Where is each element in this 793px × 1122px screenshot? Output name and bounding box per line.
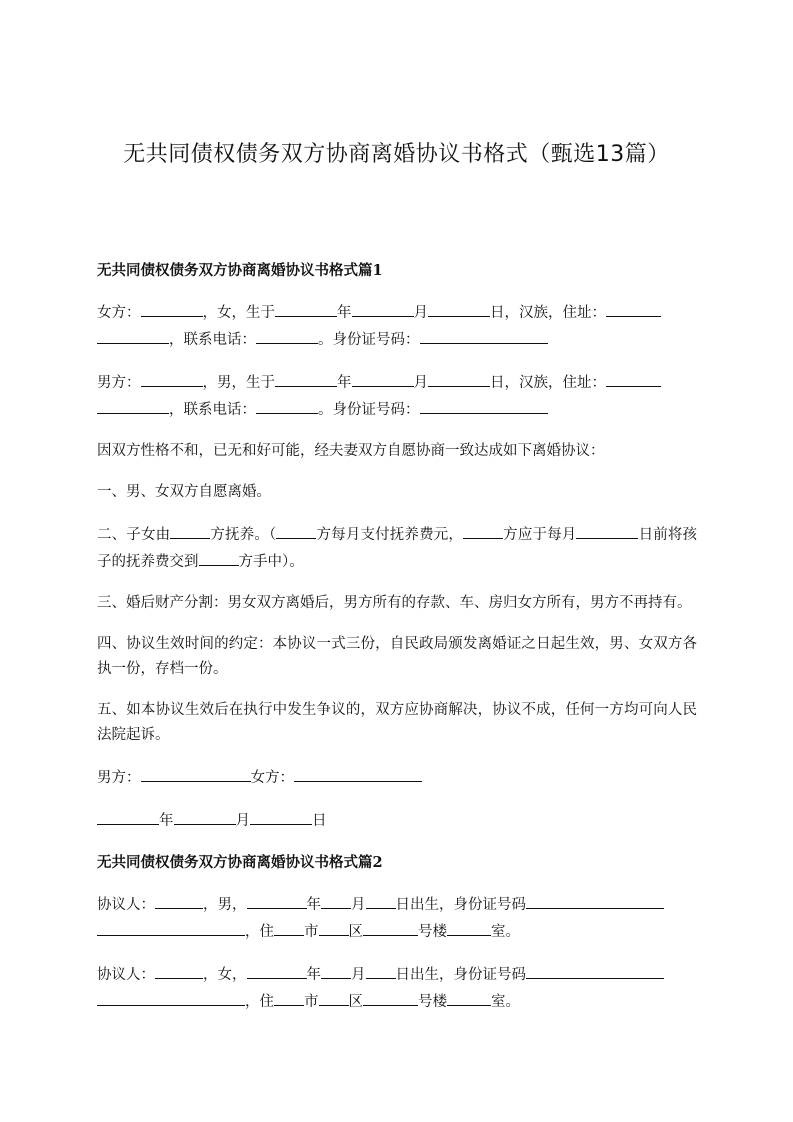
blank xyxy=(199,548,239,566)
blank xyxy=(576,521,638,539)
blank xyxy=(247,961,307,979)
blank xyxy=(276,521,316,539)
blank xyxy=(275,369,337,387)
blank xyxy=(321,961,351,979)
section-heading-1: 无共同债权债务双方协商离婚协议书格式篇1 xyxy=(97,262,383,279)
blank xyxy=(275,299,337,317)
blank xyxy=(363,988,418,1006)
signature-blank xyxy=(294,764,422,782)
blank xyxy=(366,891,396,909)
blank xyxy=(319,988,349,1006)
address-blank xyxy=(97,396,169,414)
address-blank xyxy=(97,326,169,344)
blank xyxy=(352,299,414,317)
signature-blank xyxy=(141,764,251,782)
blank xyxy=(321,891,351,909)
blank xyxy=(363,918,418,936)
phone-blank xyxy=(256,326,318,344)
section-heading-2: 无共同债权债务双方协商离婚协议书格式篇2 xyxy=(97,854,383,871)
address-blank xyxy=(606,299,661,317)
name-blank xyxy=(141,299,203,317)
blank xyxy=(247,891,307,909)
blank xyxy=(155,961,203,979)
id-blank xyxy=(526,961,664,979)
id-blank xyxy=(97,918,245,936)
clause-4: 四、协议生效时间的约定：本协议一式三份，自民政局颁发离婚证之日起生效，男、女双方各执一份，存档一份。 xyxy=(97,636,697,677)
id-blank xyxy=(97,988,245,1006)
clause-1: 一、男、女双方自愿离婚。 xyxy=(97,484,271,500)
date-line: 年 月 日 xyxy=(97,807,697,834)
male-info-paragraph: 男方： ，男，生于 年 月 日，汉族，住址： ，联系电话： 。身份证号码： xyxy=(97,369,697,423)
blank xyxy=(155,891,203,909)
blank xyxy=(428,299,490,317)
blank xyxy=(428,369,490,387)
name-blank xyxy=(141,369,203,387)
blank xyxy=(274,918,304,936)
phone-blank xyxy=(256,396,318,414)
intro-paragraph: 因双方性格不和，已无和好可能，经夫妻双方自愿协商一致达成如下离婚协议： xyxy=(97,443,605,459)
blank xyxy=(447,988,491,1006)
blank xyxy=(97,807,159,825)
blank xyxy=(352,369,414,387)
party-1-paragraph: 协议人： ，男， 年 月 日出生，身份证号码 ，住 市 区 号楼 室。 xyxy=(97,891,697,945)
female-info-paragraph: 女方： ，女，生于 年 月 日，汉族，住址： ，联系电话： 。身份证号码： xyxy=(97,299,697,353)
clause-2: 二、子女由 方抚养。（ 方每月支付抚养费元， 方应于每月 日前将孩子的抚养费交到 方手中）。 xyxy=(97,521,697,575)
document-body xyxy=(97,258,697,1031)
blank xyxy=(366,961,396,979)
id-blank xyxy=(420,326,548,344)
blank xyxy=(250,807,312,825)
clause-3: 三、婚后财产分割：男女双方离婚后，男方所有的存款、车、房归女方所有，男方不再持有。 xyxy=(97,595,692,611)
address-blank xyxy=(606,369,661,387)
blank xyxy=(447,918,491,936)
party-2-paragraph: 协议人： ，女， 年 月 日出生，身份证号码 ，住 市 区 号楼 室。 xyxy=(97,961,697,1015)
blank xyxy=(174,807,236,825)
blank xyxy=(170,521,210,539)
clause-5: 五、如本协议生效后在执行中发生争议的，双方应协商解决，协议不成，任何一方均可向人民法院起诉。 xyxy=(97,702,697,743)
document-title: 无共同债权债务双方协商离婚协议书格式（甄选13篇） xyxy=(123,142,670,167)
blank xyxy=(274,988,304,1006)
signature-line: 男方： 女方： xyxy=(97,764,697,791)
blank xyxy=(463,521,503,539)
id-blank xyxy=(526,891,664,909)
blank xyxy=(319,918,349,936)
id-blank xyxy=(420,396,548,414)
